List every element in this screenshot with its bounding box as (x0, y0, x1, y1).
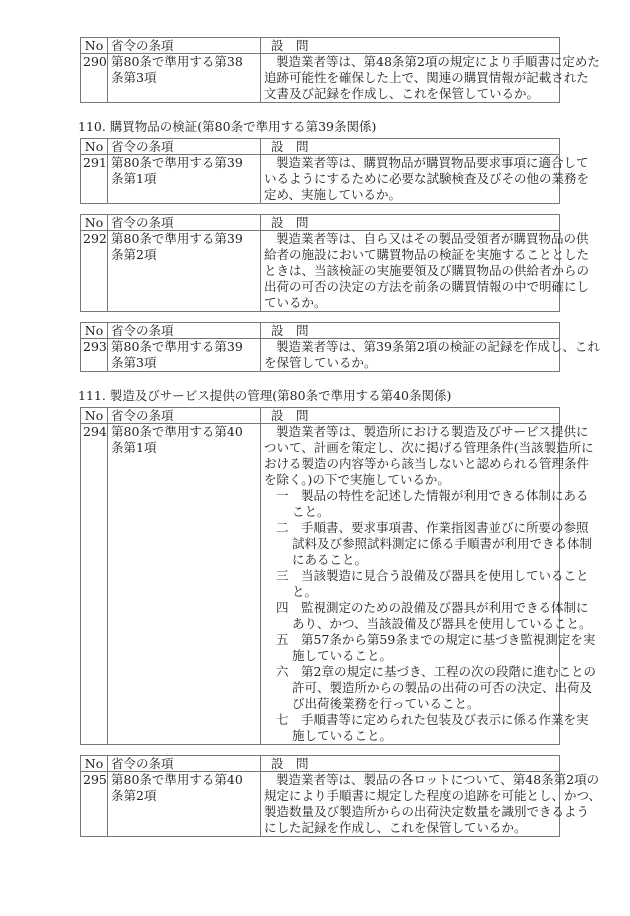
header-no: No (81, 139, 108, 155)
table-row (81, 772, 560, 837)
article-line: 条第3項 (111, 355, 157, 370)
question-line: 施していること。 (292, 728, 393, 743)
header-question: 設 問 (261, 323, 560, 339)
question-line: 製造業者等は、第48条第2項の規定により手順書に定めた (276, 54, 600, 69)
question-line: ついて、計画を策定し、次に掲げる管理条件(当該製造所に (264, 440, 594, 455)
table-row (81, 231, 560, 312)
article-line: 第80条で準用する第40 (111, 772, 243, 787)
question-line: あり、かつ、当該設備及び器具を使用していること。 (292, 616, 592, 631)
table-row (81, 339, 560, 372)
question-line: にした記録を作成し、これを保管しているか。 (264, 820, 527, 835)
table-293 (80, 322, 600, 372)
article-line: 第80条で準用する第38 (111, 54, 243, 69)
article-line: 条第2項 (111, 788, 157, 803)
question-line: 施していること。 (292, 648, 393, 663)
question-line: こと。 (292, 504, 330, 519)
table-row (81, 424, 560, 745)
header-no: No (81, 756, 108, 772)
header-row (81, 215, 560, 231)
checklist-table (80, 407, 596, 745)
question-line: 試料及び参照試料測定に係る手順書が利用できる体制 (292, 536, 593, 551)
header-no: No (81, 323, 108, 339)
question-line: を保管しているか。 (264, 355, 377, 370)
table-row (81, 54, 560, 103)
question-line: び出荷後業務を行っていること。 (292, 696, 480, 711)
table-292 (80, 214, 590, 312)
header-article: 省令の条項 (108, 756, 261, 772)
question-line: 定め、実施しているか。 (264, 187, 402, 202)
item-number: 292 (81, 231, 108, 312)
article-line: 第80条で準用する第39 (111, 155, 243, 170)
question-line: 規定により手順書に規定した程度の追跡を可能とし、かつ、 (264, 788, 602, 803)
question-text (261, 772, 602, 837)
question-line: 製造業者等は、第39条第2項の検証の記録を作成し、これ (276, 339, 600, 354)
question-line: 五 第57条から第59条までの規定に基づき監視測定を実 (276, 632, 596, 647)
question-line: 三 当該製造に見合う設備及び器具を使用していること (276, 568, 589, 583)
header-row (81, 408, 560, 424)
article-line: 第80条で準用する第39 (111, 339, 243, 354)
article-reference (108, 339, 261, 372)
article-line: 条第1項 (111, 171, 157, 186)
header-question: 設 問 (261, 408, 560, 424)
question-text (261, 424, 596, 745)
checklist-table (80, 214, 590, 312)
article-reference (108, 54, 261, 103)
section-heading-110: 110. 購買物品の検証(第80条で準用する第39条関係) (78, 119, 377, 134)
question-line: 許可、製造所からの製品の出荷の可否の決定、出荷及 (292, 680, 593, 695)
question-line: 製造業者等は、購買物品が購買物品要求事項に適合して (276, 155, 589, 170)
question-line: ときは、当該検証の実施要領及び購買物品の供給者からの (264, 263, 590, 278)
checklist-table (80, 37, 600, 103)
header-row (81, 756, 560, 772)
item-number: 294 (81, 424, 108, 745)
header-no: No (81, 215, 108, 231)
question-text (261, 54, 600, 103)
question-line: 出荷の可否の決定の方法を前条の購買情報の中で明確にし (264, 279, 590, 294)
question-text (261, 155, 590, 204)
article-reference (108, 231, 261, 312)
table-294 (80, 407, 596, 745)
section-heading-111: 111. 製造及びサービス提供の管理(第80条で準用する第40条関係) (78, 388, 452, 403)
header-question: 設 問 (261, 215, 560, 231)
article-reference (108, 424, 261, 745)
table-290 (80, 37, 600, 103)
article-line: 条第1項 (111, 440, 157, 455)
item-number: 291 (81, 155, 108, 204)
question-line: 製造業者等は、製品の各ロットについて、第48条第2項の (276, 772, 600, 787)
table-295 (80, 755, 602, 837)
question-line: 追跡可能性を確保した上で、関連の購買情報が記載された (264, 70, 589, 85)
table-291 (80, 138, 590, 204)
question-line: いるようにするために必要な試験検査及びその他の業務を (264, 171, 590, 186)
question-line: 製造業者等は、自ら又はその製品受領者が購買物品の供 (276, 231, 589, 246)
question-line: 二 手順書、要求事項書、作業指図書並びに所要の参照 (276, 520, 589, 535)
item-number: 293 (81, 339, 108, 372)
header-question: 設 問 (261, 38, 560, 54)
question-line: にあること。 (292, 552, 368, 567)
header-no: No (81, 408, 108, 424)
article-line: 第80条で準用する第40 (111, 424, 243, 439)
question-line: 七 手順書等に定められた包装及び表示に係る作業を実 (276, 712, 589, 727)
header-row (81, 38, 560, 54)
question-line: 製造業者等は、製造所における製造及びサービス提供に (276, 424, 589, 439)
question-line: 文書及び記録を作成し、これを保管しているか。 (264, 86, 540, 101)
table-row (81, 155, 560, 204)
article-reference (108, 155, 261, 204)
header-article: 省令の条項 (108, 38, 261, 54)
header-article: 省令の条項 (108, 408, 261, 424)
question-line: ているか。 (264, 295, 327, 310)
header-question: 設 問 (261, 139, 560, 155)
header-article: 省令の条項 (108, 139, 261, 155)
header-row (81, 139, 560, 155)
question-line: と。 (292, 584, 318, 599)
checklist-table (80, 322, 600, 372)
question-text (261, 339, 600, 372)
header-article: 省令の条項 (108, 323, 261, 339)
header-article: 省令の条項 (108, 215, 261, 231)
article-line: 条第3項 (111, 70, 157, 85)
question-text (261, 231, 590, 312)
question-line: 製造数量及び製造所からの出荷決定数量を識別できるよう (264, 804, 590, 819)
article-reference (108, 772, 261, 837)
checklist-table (80, 138, 590, 204)
header-no: No (81, 38, 108, 54)
header-question: 設 問 (261, 756, 560, 772)
question-line: 一 製品の特性を記述した情報が利用できる体制にある (276, 488, 589, 503)
question-line: 六 第2章の規定に基づき、工程の次の段階に進むことの (276, 664, 596, 679)
article-line: 条第2項 (111, 247, 157, 262)
article-line: 第80条で準用する第39 (111, 231, 243, 246)
question-line: 給者の施設において購買物品の検証を実施することとした (264, 247, 590, 262)
item-number: 295 (81, 772, 108, 837)
question-line: おける製造の内容等から該当しないと認められる管理条件 (264, 456, 590, 471)
question-line: 四 監視測定のための設備及び器具が利用できる体制に (276, 600, 589, 615)
header-row (81, 323, 560, 339)
checklist-table (80, 755, 602, 837)
question-line: を除く。)の下で実施しているか。 (264, 472, 450, 487)
item-number: 290 (81, 54, 108, 103)
